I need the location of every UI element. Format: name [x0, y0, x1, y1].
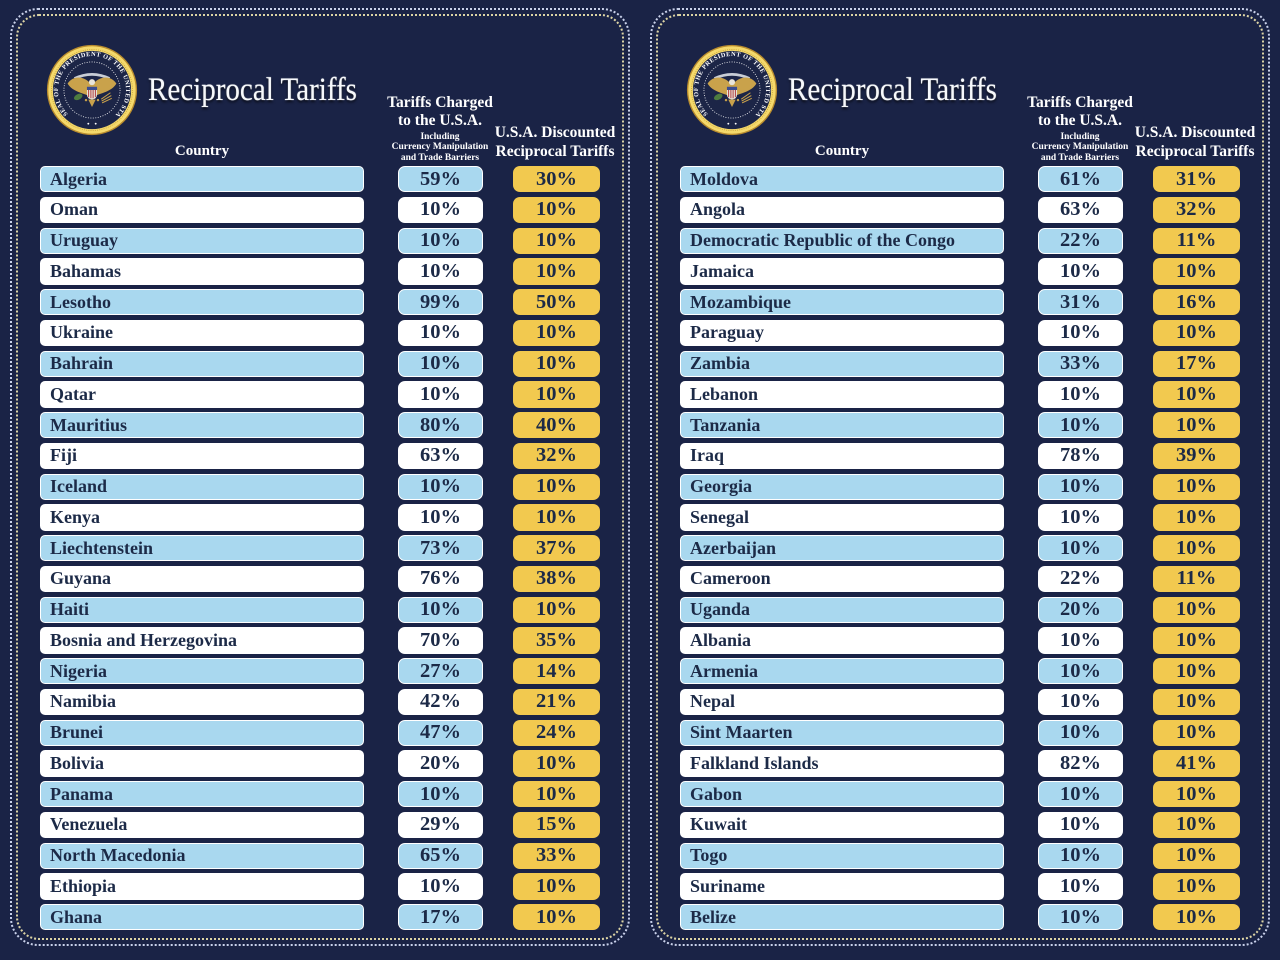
- tariff-charged-cell: 76%: [398, 566, 483, 592]
- table-row: [40, 750, 600, 776]
- discounted-tariff-cell: 10%: [1153, 843, 1240, 869]
- country-cell: Lebanon: [680, 381, 1004, 407]
- country-cell: Lesotho: [40, 289, 364, 315]
- discounted-tariff-cell: 17%: [1153, 351, 1240, 377]
- table-row: [680, 720, 1240, 746]
- country-cell: Ukraine: [40, 320, 364, 346]
- country-cell: Bahrain: [40, 351, 364, 377]
- tariff-charged-cell: 10%: [398, 258, 483, 284]
- country-cell: Uruguay: [40, 228, 364, 254]
- discounted-tariff-cell: 10%: [1153, 320, 1240, 346]
- country-cell: Albania: [680, 627, 1004, 653]
- discounted-tariff-cell: 39%: [1153, 443, 1240, 469]
- country-cell: Sint Maarten: [680, 720, 1004, 746]
- discounted-tariff-cell: 10%: [513, 873, 600, 899]
- discounted-tariff-cell: 21%: [513, 689, 600, 715]
- table-row: [680, 873, 1240, 899]
- country-cell: Armenia: [680, 658, 1004, 684]
- discounted-tariff-cell: 10%: [513, 750, 600, 776]
- discounted-tariff-cell: 10%: [1153, 627, 1240, 653]
- discounted-tariff-cell: 16%: [1153, 289, 1240, 315]
- tariff-charged-cell: 10%: [398, 781, 483, 807]
- table-row: [680, 320, 1240, 346]
- country-cell: Ethiopia: [40, 873, 364, 899]
- discounted-tariff-cell: 32%: [1153, 197, 1240, 223]
- discounted-tariff-cell: 10%: [1153, 504, 1240, 530]
- table-row: [680, 658, 1240, 684]
- country-cell: Mozambique: [680, 289, 1004, 315]
- discounted-tariff-cell: 41%: [1153, 750, 1240, 776]
- tariff-charged-cell: 61%: [1038, 166, 1123, 192]
- discounted-tariff-cell: 10%: [1153, 904, 1240, 930]
- table-row: [40, 504, 600, 530]
- discounted-tariff-cell: 40%: [513, 412, 600, 438]
- table-row: [680, 412, 1240, 438]
- discounted-tariff-cell: 10%: [1153, 720, 1240, 746]
- discounted-tariff-cell: 10%: [513, 504, 600, 530]
- tariff-charged-cell: 70%: [398, 627, 483, 653]
- table-row: [40, 320, 600, 346]
- tariff-charged-cell: 10%: [398, 228, 483, 254]
- discounted-tariff-cell: 11%: [1153, 566, 1240, 592]
- country-cell: Guyana: [40, 566, 364, 592]
- country-cell: Ghana: [40, 904, 364, 930]
- tariff-board-left: [10, 8, 630, 946]
- country-cell: Kuwait: [680, 812, 1004, 838]
- table-row: [680, 443, 1240, 469]
- table-row: [40, 812, 600, 838]
- country-cell: Cameroon: [680, 566, 1004, 592]
- table-row: [680, 781, 1240, 807]
- discounted-tariff-cell: 15%: [513, 812, 600, 838]
- country-cell: Liechtenstein: [40, 535, 364, 561]
- table-row: [40, 166, 600, 192]
- tariff-charged-cell: 10%: [1038, 381, 1123, 407]
- tariff-charged-cell: 10%: [1038, 412, 1123, 438]
- discounted-tariff-cell: 10%: [1153, 812, 1240, 838]
- tariff-charged-cell: 17%: [398, 904, 483, 930]
- table-row: [40, 443, 600, 469]
- discounted-tariff-cell: 33%: [513, 843, 600, 869]
- table-row: [40, 474, 600, 500]
- country-cell: Fiji: [40, 443, 364, 469]
- country-cell: Venezuela: [40, 812, 364, 838]
- table-row: [40, 351, 600, 377]
- tariff-charged-cell: 10%: [398, 504, 483, 530]
- country-cell: Oman: [40, 197, 364, 223]
- discounted-tariff-cell: 10%: [513, 781, 600, 807]
- discounted-tariff-cell: 10%: [513, 381, 600, 407]
- tariff-charged-cell: 10%: [1038, 781, 1123, 807]
- presidential-seal-icon: [686, 44, 778, 136]
- country-cell: Togo: [680, 843, 1004, 869]
- tariff-charged-cell: 47%: [398, 720, 483, 746]
- table-row: [680, 689, 1240, 715]
- country-cell: Nigeria: [40, 658, 364, 684]
- tariff-charged-cell: 10%: [1038, 504, 1123, 530]
- country-cell: Iceland: [40, 474, 364, 500]
- table-row: [680, 381, 1240, 407]
- tariff-charged-cell: 33%: [1038, 351, 1123, 377]
- discounted-tariff-cell: 10%: [513, 258, 600, 284]
- table-row: [680, 904, 1240, 930]
- country-cell: Suriname: [680, 873, 1004, 899]
- country-cell: Jamaica: [680, 258, 1004, 284]
- country-cell: Iraq: [680, 443, 1004, 469]
- country-cell: North Macedonia: [40, 843, 364, 869]
- tariff-charged-cell: 10%: [1038, 258, 1123, 284]
- table-row: [680, 812, 1240, 838]
- tariff-charged-cell: 10%: [398, 351, 483, 377]
- discounted-tariff-cell: 38%: [513, 566, 600, 592]
- table-row: [40, 228, 600, 254]
- discounted-tariff-cell: 10%: [1153, 412, 1240, 438]
- tariff-charged-cell: 59%: [398, 166, 483, 192]
- tariff-charged-cell: 42%: [398, 689, 483, 715]
- table-row: [40, 412, 600, 438]
- country-cell: Mauritius: [40, 412, 364, 438]
- discounted-tariff-cell: 10%: [1153, 597, 1240, 623]
- discounted-tariff-cell: 11%: [1153, 228, 1240, 254]
- table-row: [40, 873, 600, 899]
- table-row: [40, 904, 600, 930]
- table-row: [680, 166, 1240, 192]
- discounted-tariff-cell: 35%: [513, 627, 600, 653]
- tariff-charged-cell: 10%: [398, 597, 483, 623]
- country-cell: Belize: [680, 904, 1004, 930]
- table-row: [680, 566, 1240, 592]
- country-cell: Brunei: [40, 720, 364, 746]
- tariff-charged-cell: 10%: [1038, 873, 1123, 899]
- tariff-board-right: [650, 8, 1270, 946]
- tariff-charged-cell: 10%: [398, 320, 483, 346]
- discounted-tariff-cell: 30%: [513, 166, 600, 192]
- tariff-charged-cell: 20%: [1038, 597, 1123, 623]
- table-row: [40, 289, 600, 315]
- tariff-charged-cell: 73%: [398, 535, 483, 561]
- tariff-charged-cell: 10%: [1038, 320, 1123, 346]
- discounted-tariff-cell: 10%: [513, 474, 600, 500]
- country-cell: Bahamas: [40, 258, 364, 284]
- tariff-charged-cell: 31%: [1038, 289, 1123, 315]
- page-title: Reciprocal Tariffs: [148, 72, 357, 108]
- table-row: [40, 843, 600, 869]
- tariff-charged-cell: 63%: [398, 443, 483, 469]
- column-header-discounted: U.S.A. Discounted Reciprocal Tariffs: [494, 124, 616, 160]
- discounted-tariff-cell: 10%: [513, 197, 600, 223]
- table-row: [40, 258, 600, 284]
- discounted-tariff-cell: 31%: [1153, 166, 1240, 192]
- discounted-tariff-cell: 10%: [1153, 474, 1240, 500]
- table-row: [680, 843, 1240, 869]
- discounted-tariff-cell: 10%: [1153, 689, 1240, 715]
- country-cell: Azerbaijan: [680, 535, 1004, 561]
- discounted-tariff-cell: 10%: [1153, 781, 1240, 807]
- table-row: [680, 597, 1240, 623]
- tariff-charged-cell: 10%: [398, 381, 483, 407]
- table-row: [680, 289, 1240, 315]
- discounted-tariff-cell: 10%: [1153, 658, 1240, 684]
- tariff-table-left: [40, 166, 600, 930]
- tariff-charged-cell: 99%: [398, 289, 483, 315]
- tariff-charged-cell: 10%: [1038, 689, 1123, 715]
- country-cell: Namibia: [40, 689, 364, 715]
- table-row: [40, 535, 600, 561]
- table-row: [40, 197, 600, 223]
- discounted-tariff-cell: 37%: [513, 535, 600, 561]
- country-cell: Nepal: [680, 689, 1004, 715]
- country-cell: Angola: [680, 197, 1004, 223]
- country-cell: Bolivia: [40, 750, 364, 776]
- tariff-charged-cell: 10%: [398, 873, 483, 899]
- tariff-charged-cell: 10%: [398, 474, 483, 500]
- country-cell: Moldova: [680, 166, 1004, 192]
- table-row: [40, 658, 600, 684]
- table-row: [40, 627, 600, 653]
- tariff-charged-cell: 10%: [1038, 535, 1123, 561]
- table-row: [40, 689, 600, 715]
- country-cell: Falkland Islands: [680, 750, 1004, 776]
- discounted-tariff-cell: 24%: [513, 720, 600, 746]
- tariff-charged-cell: 10%: [1038, 627, 1123, 653]
- discounted-tariff-cell: 10%: [513, 228, 600, 254]
- discounted-tariff-cell: 50%: [513, 289, 600, 315]
- country-cell: Algeria: [40, 166, 364, 192]
- tariff-charged-cell: 20%: [398, 750, 483, 776]
- country-cell: Gabon: [680, 781, 1004, 807]
- tariff-charged-cell: 10%: [1038, 658, 1123, 684]
- page-title: Reciprocal Tariffs: [788, 72, 997, 108]
- tariff-table-right: [680, 166, 1240, 930]
- table-row: [680, 474, 1240, 500]
- table-row: [680, 228, 1240, 254]
- table-row: [680, 750, 1240, 776]
- country-cell: Tanzania: [680, 412, 1004, 438]
- tariff-charged-cell: 10%: [1038, 904, 1123, 930]
- discounted-tariff-cell: 10%: [513, 597, 600, 623]
- presidential-seal-icon: [46, 44, 138, 136]
- tariff-charged-cell: 22%: [1038, 566, 1123, 592]
- column-header-tariffs-charged: Tariffs Charged to the U.S.A. Including Currency Manipulation and Trade Barriers: [1027, 94, 1133, 163]
- country-cell: Kenya: [40, 504, 364, 530]
- tariff-charged-cell: 10%: [1038, 843, 1123, 869]
- tariff-charged-cell: 80%: [398, 412, 483, 438]
- column-header-country: Country: [814, 143, 870, 159]
- table-row: [680, 504, 1240, 530]
- discounted-tariff-cell: 10%: [1153, 873, 1240, 899]
- column-header-tariffs-charged: Tariffs Charged to the U.S.A. Including Currency Manipulation and Trade Barriers: [387, 94, 493, 163]
- country-cell: Haiti: [40, 597, 364, 623]
- tariff-charged-cell: 63%: [1038, 197, 1123, 223]
- table-row: [680, 258, 1240, 284]
- table-row: [680, 351, 1240, 377]
- country-cell: Uganda: [680, 597, 1004, 623]
- table-row: [40, 566, 600, 592]
- table-row: [680, 197, 1240, 223]
- column-header-country: Country: [174, 143, 230, 159]
- country-cell: Democratic Republic of the Congo: [680, 228, 1004, 254]
- column-header-discounted: U.S.A. Discounted Reciprocal Tariffs: [1134, 124, 1256, 160]
- discounted-tariff-cell: 14%: [513, 658, 600, 684]
- country-cell: Bosnia and Herzegovina: [40, 627, 364, 653]
- tariff-charged-cell: 10%: [1038, 474, 1123, 500]
- country-cell: Zambia: [680, 351, 1004, 377]
- table-row: [680, 627, 1240, 653]
- discounted-tariff-cell: 10%: [1153, 258, 1240, 284]
- discounted-tariff-cell: 32%: [513, 443, 600, 469]
- tariff-charged-cell: 29%: [398, 812, 483, 838]
- table-row: [40, 781, 600, 807]
- tariff-charged-cell: 82%: [1038, 750, 1123, 776]
- country-cell: Senegal: [680, 504, 1004, 530]
- country-cell: Georgia: [680, 474, 1004, 500]
- country-cell: Qatar: [40, 381, 364, 407]
- table-row: [40, 597, 600, 623]
- discounted-tariff-cell: 10%: [513, 904, 600, 930]
- discounted-tariff-cell: 10%: [1153, 535, 1240, 561]
- country-cell: Panama: [40, 781, 364, 807]
- table-row: [40, 381, 600, 407]
- tariff-charged-cell: 10%: [398, 197, 483, 223]
- discounted-tariff-cell: 10%: [1153, 381, 1240, 407]
- tariff-charged-cell: 27%: [398, 658, 483, 684]
- tariff-charged-cell: 10%: [1038, 812, 1123, 838]
- tariff-charged-cell: 22%: [1038, 228, 1123, 254]
- discounted-tariff-cell: 10%: [513, 351, 600, 377]
- country-cell: Paraguay: [680, 320, 1004, 346]
- table-row: [40, 720, 600, 746]
- tariff-charged-cell: 10%: [1038, 720, 1123, 746]
- tariff-charged-cell: 65%: [398, 843, 483, 869]
- tariff-charged-cell: 78%: [1038, 443, 1123, 469]
- discounted-tariff-cell: 10%: [513, 320, 600, 346]
- table-row: [680, 535, 1240, 561]
